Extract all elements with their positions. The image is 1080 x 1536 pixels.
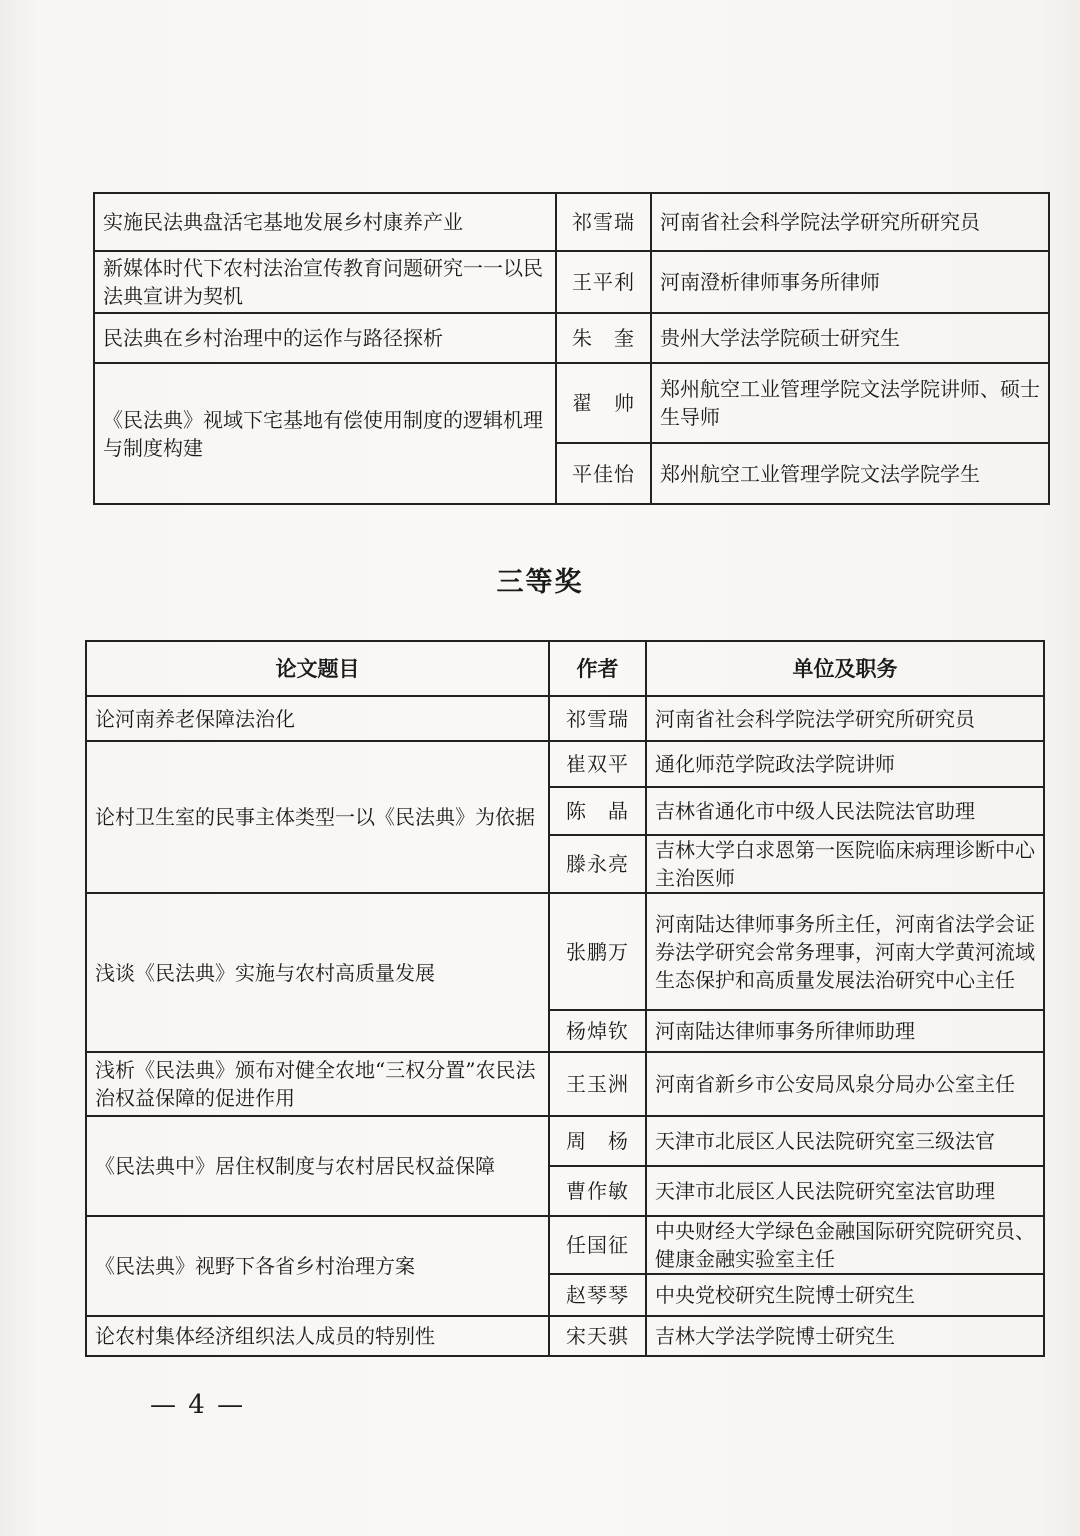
author-name: 陈 晶 xyxy=(549,787,646,835)
author-unit: 通化师范学院政法学院讲师 xyxy=(646,741,1044,787)
paper-title: 浅谈《民法典》实施与农村高质量发展 xyxy=(86,893,549,1052)
column-header-unit: 单位及职务 xyxy=(646,641,1044,696)
table-row xyxy=(94,363,1049,443)
author-unit: 郑州航空工业管理学院文法学院讲师、硕士生导师 xyxy=(651,363,1049,443)
author-name: 王玉洲 xyxy=(549,1052,646,1116)
paper-title: 论农村集体经济组织法人成员的特别性 xyxy=(86,1316,549,1356)
column-header-title: 论文题目 xyxy=(86,641,549,696)
section-heading-third-prize: 三等奖 xyxy=(496,567,584,598)
author-unit: 河南省社会科学院法学研究所研究员 xyxy=(651,193,1049,251)
author-unit: 河南陆达律师事务所主任，河南省法学会证券法学研究会常务理事，河南大学黄河流域生态保护和高质量发展法治研究中心主任 xyxy=(646,893,1044,1010)
second-prize-table-continued xyxy=(93,192,1050,505)
author-unit: 吉林大学白求恩第一医院临床病理诊断中心主治医师 xyxy=(646,835,1044,893)
author-unit: 河南澄析律师事务所律师 xyxy=(651,251,1049,313)
paper-title: 论村卫生室的民事主体类型一以《民法典》为依据 xyxy=(86,741,549,893)
author-name: 宋天骐 xyxy=(549,1316,646,1356)
table-row xyxy=(86,1116,1044,1166)
table-row xyxy=(94,251,1049,313)
author-name: 任国征 xyxy=(549,1216,646,1274)
author-name: 王平利 xyxy=(556,251,651,313)
author-name: 朱 奎 xyxy=(556,313,651,363)
author-name: 祁雪瑞 xyxy=(549,696,646,741)
table-row xyxy=(86,1052,1044,1116)
table-row xyxy=(86,696,1044,741)
author-name: 周 杨 xyxy=(549,1116,646,1166)
author-name: 平佳怡 xyxy=(556,443,651,504)
author-name: 张鹏万 xyxy=(549,893,646,1010)
paper-title: 《民法典》视域下宅基地有偿使用制度的逻辑机理与制度构建 xyxy=(94,363,556,504)
page-number: — 4 — xyxy=(150,1390,246,1420)
paper-title: 《民法典》视野下各省乡村治理方案 xyxy=(86,1216,549,1316)
author-name: 赵琴琴 xyxy=(549,1274,646,1316)
author-name: 滕永亮 xyxy=(549,835,646,893)
table-row xyxy=(86,741,1044,787)
author-unit: 吉林省通化市中级人民法院法官助理 xyxy=(646,787,1044,835)
author-name: 杨焯钦 xyxy=(549,1010,646,1052)
table-header-row xyxy=(86,641,1044,696)
paper-title: 实施民法典盘活宅基地发展乡村康养产业 xyxy=(94,193,556,251)
author-name: 曹作敏 xyxy=(549,1166,646,1216)
author-name: 祁雪瑞 xyxy=(556,193,651,251)
author-unit: 河南省新乡市公安局凤泉分局办公室主任 xyxy=(646,1052,1044,1116)
author-unit: 河南省社会科学院法学研究所研究员 xyxy=(646,696,1044,741)
author-unit: 天津市北辰区人民法院研究室三级法官 xyxy=(646,1116,1044,1166)
paper-title: 民法典在乡村治理中的运作与路径探析 xyxy=(94,313,556,363)
author-unit: 河南陆达律师事务所律师助理 xyxy=(646,1010,1044,1052)
paper-title: 浅析《民法典》颁布对健全农地“三权分置”农民法治权益保障的促进作用 xyxy=(86,1052,549,1116)
paper-title: 新媒体时代下农村法治宣传教育问题研究一一以民法典宣讲为契机 xyxy=(94,251,556,313)
author-unit: 天津市北辰区人民法院研究室法官助理 xyxy=(646,1166,1044,1216)
column-header-author: 作者 xyxy=(549,641,646,696)
author-unit: 吉林大学法学院博士研究生 xyxy=(646,1316,1044,1356)
table-row xyxy=(94,193,1049,251)
author-unit: 中央财经大学绿色金融国际研究院研究员、健康金融实验室主任 xyxy=(646,1216,1044,1274)
author-unit: 贵州大学法学院硕士研究生 xyxy=(651,313,1049,363)
author-name: 崔双平 xyxy=(549,741,646,787)
table-row xyxy=(86,1316,1044,1356)
author-unit: 郑州航空工业管理学院文法学院学生 xyxy=(651,443,1049,504)
paper-title: 论河南养老保障法治化 xyxy=(86,696,549,741)
table-row xyxy=(86,1216,1044,1274)
author-name: 翟 帅 xyxy=(556,363,651,443)
table-row xyxy=(86,893,1044,1010)
paper-title: 《民法典中》居住权制度与农村居民权益保障 xyxy=(86,1116,549,1216)
third-prize-table xyxy=(85,640,1045,1357)
table-row xyxy=(94,313,1049,363)
author-unit: 中央党校研究生院博士研究生 xyxy=(646,1274,1044,1316)
